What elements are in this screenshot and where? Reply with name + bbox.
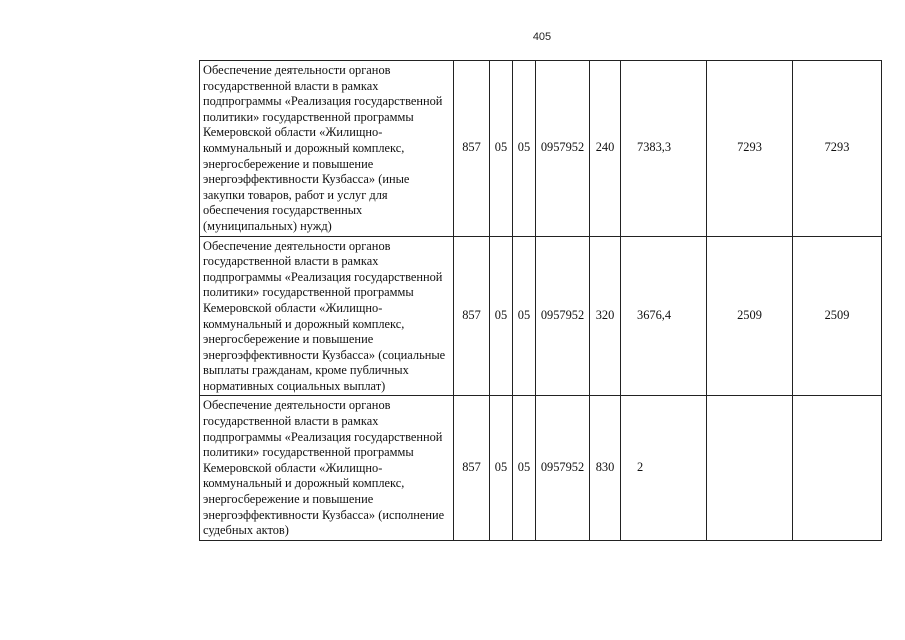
target-article-code: 0957952 bbox=[536, 61, 590, 237]
amount-year-1: 7383,3 bbox=[621, 61, 707, 237]
ministry-code: 857 bbox=[454, 396, 490, 540]
row-description: Обеспечение деятельности органов государственной власти в рамках подпрограммы «Реализация государственной политики» государственной программы Кемеровской области «Жилищно-коммунальный и дорожный комплекс, энергосбережение и повышение энергоэффективности Кузбасса» (социальные выплаты гражданам, кроме публичных нормативных социальных выплат) bbox=[200, 236, 454, 396]
ministry-code: 857 bbox=[454, 236, 490, 396]
amount-year-3 bbox=[793, 396, 882, 540]
expense-type-code: 240 bbox=[590, 61, 621, 237]
subsection-code: 05 bbox=[513, 61, 536, 237]
subsection-code: 05 bbox=[513, 396, 536, 540]
row-description: Обеспечение деятельности органов государственной власти в рамках подпрограммы «Реализация государственной политики» государственной программы Кемеровской области «Жилищно-коммунальный и дорожный комплекс, энергосбережение и повышение энергоэффективности Кузбасса» (исполнение судебных актов) bbox=[200, 396, 454, 540]
amount-year-3: 2509 bbox=[793, 236, 882, 396]
target-article-code: 0957952 bbox=[536, 396, 590, 540]
table-row bbox=[200, 61, 882, 237]
subsection-code: 05 bbox=[513, 236, 536, 396]
amount-year-3: 7293 bbox=[793, 61, 882, 237]
row-description: Обеспечение деятельности органов государственной власти в рамках подпрограммы «Реализация государственной политики» государственной программы Кемеровской области «Жилищно-коммунальный и дорожный комплекс, энергосбережение и повышение энергоэффективности Кузбасса» (иные закупки товаров, работ и услуг для обеспечения государственных (муниципальных) нужд) bbox=[200, 61, 454, 237]
page-number: 405 bbox=[532, 31, 552, 43]
budget-table bbox=[199, 60, 882, 541]
amount-year-2: 7293 bbox=[707, 61, 793, 237]
section-code: 05 bbox=[490, 236, 513, 396]
section-code: 05 bbox=[490, 61, 513, 237]
expense-type-code: 830 bbox=[590, 396, 621, 540]
amount-year-2: 2509 bbox=[707, 236, 793, 396]
section-code: 05 bbox=[490, 396, 513, 540]
expense-type-code: 320 bbox=[590, 236, 621, 396]
target-article-code: 0957952 bbox=[536, 236, 590, 396]
table-row bbox=[200, 396, 882, 540]
amount-year-1: 2 bbox=[621, 396, 707, 540]
amount-year-2 bbox=[707, 396, 793, 540]
amount-year-1: 3676,4 bbox=[621, 236, 707, 396]
table-row bbox=[200, 236, 882, 396]
ministry-code: 857 bbox=[454, 61, 490, 237]
